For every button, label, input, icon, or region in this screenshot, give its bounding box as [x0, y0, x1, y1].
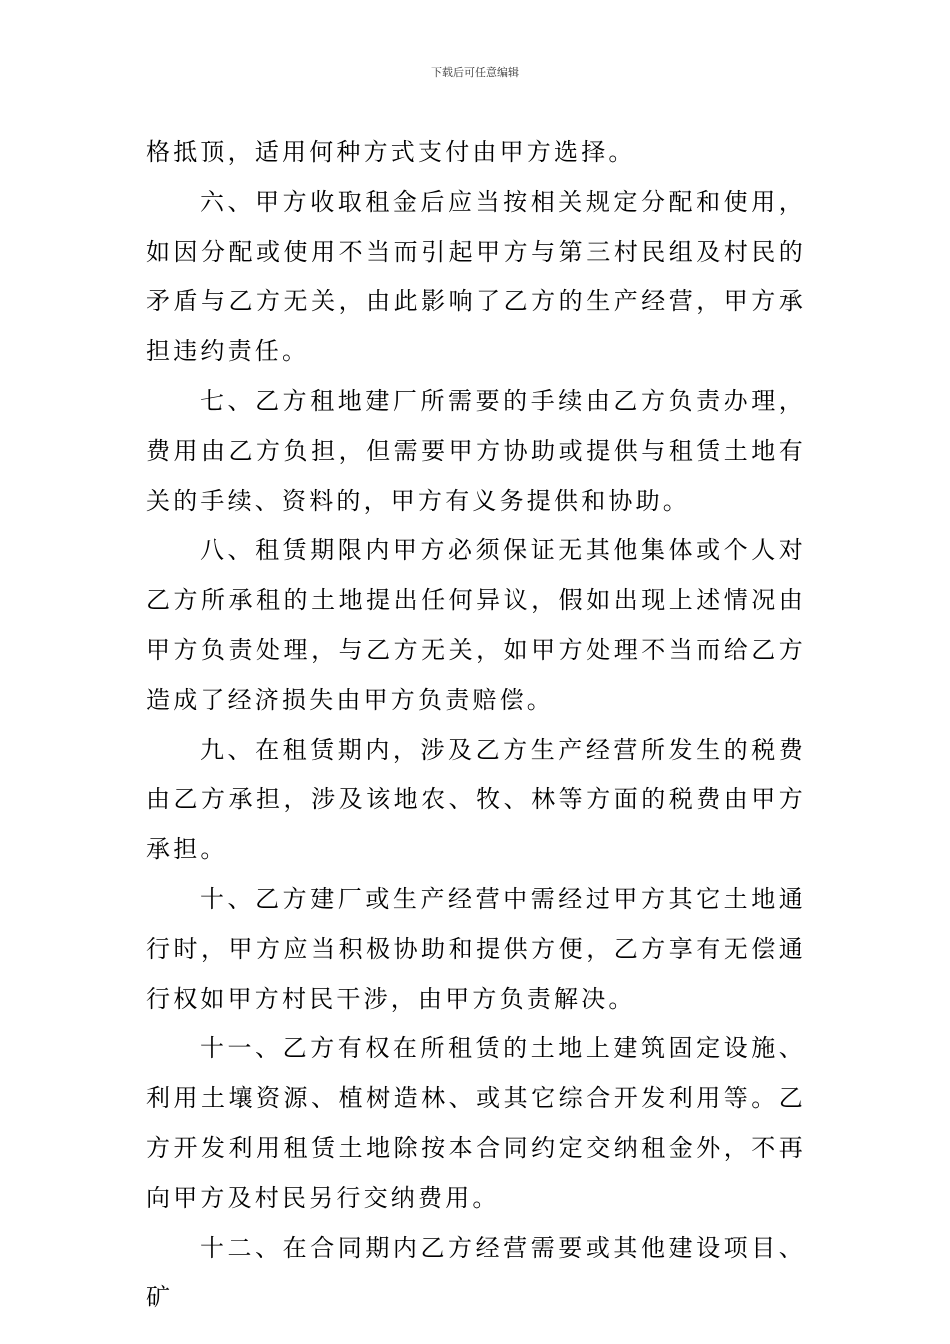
- document-body: [146, 128, 806, 1323]
- clause-10-paragraph: 十、乙方建厂或生产经营中需经过甲方其它土地通行时，甲方应当积极协助和提供方便，乙方享有无偿通行权如甲方村民干涉，由甲方负责解决。: [146, 884, 806, 1013]
- clause-6-paragraph: 六、甲方收取租金后应当按相关规定分配和使用，如因分配或使用不当而引起甲方与第三村民组及村民的矛盾与乙方无关，由此影响了乙方的生产经营，甲方承担违约责任。: [146, 187, 806, 366]
- clause-11-paragraph: 十一、乙方有权在所租赁的土地上建筑固定设施、利用土壤资源、植树造林、或其它综合开发利用等。乙方开发利用租赁土地除按本合同约定交纳租金外，不再向甲方及村民另行交纳费用。: [146, 1034, 806, 1212]
- clause-12-paragraph: 十二、在合同期内乙方经营需要或其他建设项目、矿: [146, 1233, 806, 1312]
- clause-9-paragraph: 九、在租赁期内，涉及乙方生产经营所发生的税费由乙方承担，涉及该地农、牧、林等方面的税费由甲方承担。: [146, 735, 806, 864]
- clause-7-paragraph: 七、乙方租地建厂所需要的手续由乙方负责办理，费用由乙方负担，但需要甲方协助或提供与租赁土地有关的手续、资料的，甲方有义务提供和协助。: [146, 386, 806, 515]
- page-header-note: 下载后可任意编辑: [431, 66, 519, 79]
- clause-8-paragraph: 八、租赁期限内甲方必须保证无其他集体或个人对乙方所承租的土地提出任何异议，假如出现上述情况由甲方负责处理，与乙方无关，如甲方处理不当而给乙方造成了经济损失由甲方负责赔偿。: [146, 536, 806, 714]
- paragraph-continuation: 格抵顶，适用何种方式支付由甲方选择。: [146, 138, 636, 166]
